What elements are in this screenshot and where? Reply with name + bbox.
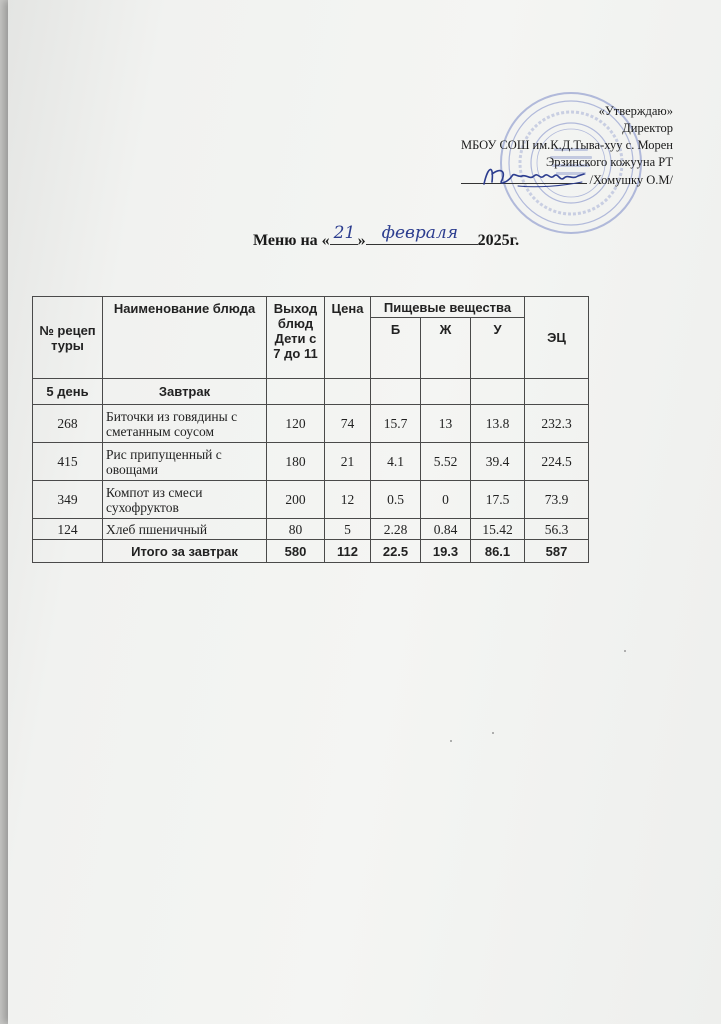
- recipe-no: 268: [33, 405, 103, 443]
- recipe-no: 415: [33, 443, 103, 481]
- title-prefix: Меню на «: [253, 232, 330, 249]
- director-name: /Хомушку О.М/: [589, 173, 673, 187]
- header-portion: Выход блюд Дети с 7 до 11: [267, 297, 325, 379]
- carbs-value: 13.8: [471, 405, 525, 443]
- recipe-no: 349: [33, 481, 103, 519]
- price-value: 12: [325, 481, 371, 519]
- day-label: 5 день: [33, 379, 103, 405]
- table-header-row: [33, 297, 589, 318]
- director-position: Директор: [622, 121, 673, 135]
- paper-speck: [450, 740, 452, 742]
- price-value: 5: [325, 519, 371, 540]
- energy-value: 224.5: [525, 443, 589, 481]
- fat-value: 0: [421, 481, 471, 519]
- dish-name: Биточки из говядины с сметанным соусом: [103, 405, 267, 443]
- carbs-value: 39.4: [471, 443, 525, 481]
- day-row: [33, 379, 589, 405]
- recipe-no: 124: [33, 519, 103, 540]
- header-protein: Б: [371, 318, 421, 379]
- menu-title: [253, 223, 520, 250]
- protein-value: 2.28: [371, 519, 421, 540]
- handwritten-month: февраля: [381, 223, 459, 243]
- header-fat: Ж: [421, 318, 471, 379]
- fat-value: 13: [421, 405, 471, 443]
- month-blank: [366, 223, 478, 245]
- header-price: Цена: [325, 297, 371, 379]
- portion-value: 80: [267, 519, 325, 540]
- paper-speck: [624, 650, 626, 652]
- protein-value: 15.7: [371, 405, 421, 443]
- energy-value: 232.3: [525, 405, 589, 443]
- menu-table: [32, 296, 589, 563]
- header-carbs: У: [471, 318, 525, 379]
- fat-value: 0.84: [421, 519, 471, 540]
- table-row: [33, 405, 589, 443]
- header-energy: ЭЦ: [525, 297, 589, 379]
- energy-value: 73.9: [525, 481, 589, 519]
- portion-value: 180: [267, 443, 325, 481]
- handwritten-day: 21: [333, 223, 356, 243]
- carbs-value: 17.5: [471, 481, 525, 519]
- meal-label: Завтрак: [103, 379, 267, 405]
- dish-name: Компот из смеси сухофруктов: [103, 481, 267, 519]
- price-value: 21: [325, 443, 371, 481]
- paper-speck: [492, 732, 494, 734]
- header-recipe-no: № рецеп туры: [33, 297, 103, 379]
- header-dish-name: Наименование блюда: [103, 297, 267, 379]
- table-row: [33, 481, 589, 519]
- total-price: 112: [325, 540, 371, 563]
- portion-value: 200: [267, 481, 325, 519]
- document-page: [8, 0, 721, 1024]
- total-protein: 22.5: [371, 540, 421, 563]
- total-carbs: 86.1: [471, 540, 525, 563]
- total-row: [33, 540, 589, 563]
- table-row: [33, 443, 589, 481]
- dish-name: Рис припущенный с овощами: [103, 443, 267, 481]
- fat-value: 5.52: [421, 443, 471, 481]
- school-name: МБОУ СОШ им.К.Д.Тыва-хуу с. Морен: [460, 138, 673, 152]
- table-row: [33, 519, 589, 540]
- dish-name: Хлеб пшеничный: [103, 519, 267, 540]
- district-name: Эрзинского кожууна РТ: [545, 155, 673, 169]
- title-suffix: 2025г.: [477, 232, 520, 249]
- total-portion: 580: [267, 540, 325, 563]
- portion-value: 120: [267, 405, 325, 443]
- header-nutrients: Пищевые вещества: [371, 297, 525, 318]
- total-energy: 587: [525, 540, 589, 563]
- day-blank: [330, 223, 358, 245]
- carbs-value: 15.42: [471, 519, 525, 540]
- total-label: Итого за завтрак: [103, 540, 267, 563]
- total-fat: 19.3: [421, 540, 471, 563]
- energy-value: 56.3: [525, 519, 589, 540]
- approve-word: «Утверждаю»: [598, 104, 673, 118]
- title-middle: »: [357, 232, 366, 249]
- handwritten-signature: [478, 158, 590, 192]
- protein-value: 4.1: [371, 443, 421, 481]
- protein-value: 0.5: [371, 481, 421, 519]
- price-value: 74: [325, 405, 371, 443]
